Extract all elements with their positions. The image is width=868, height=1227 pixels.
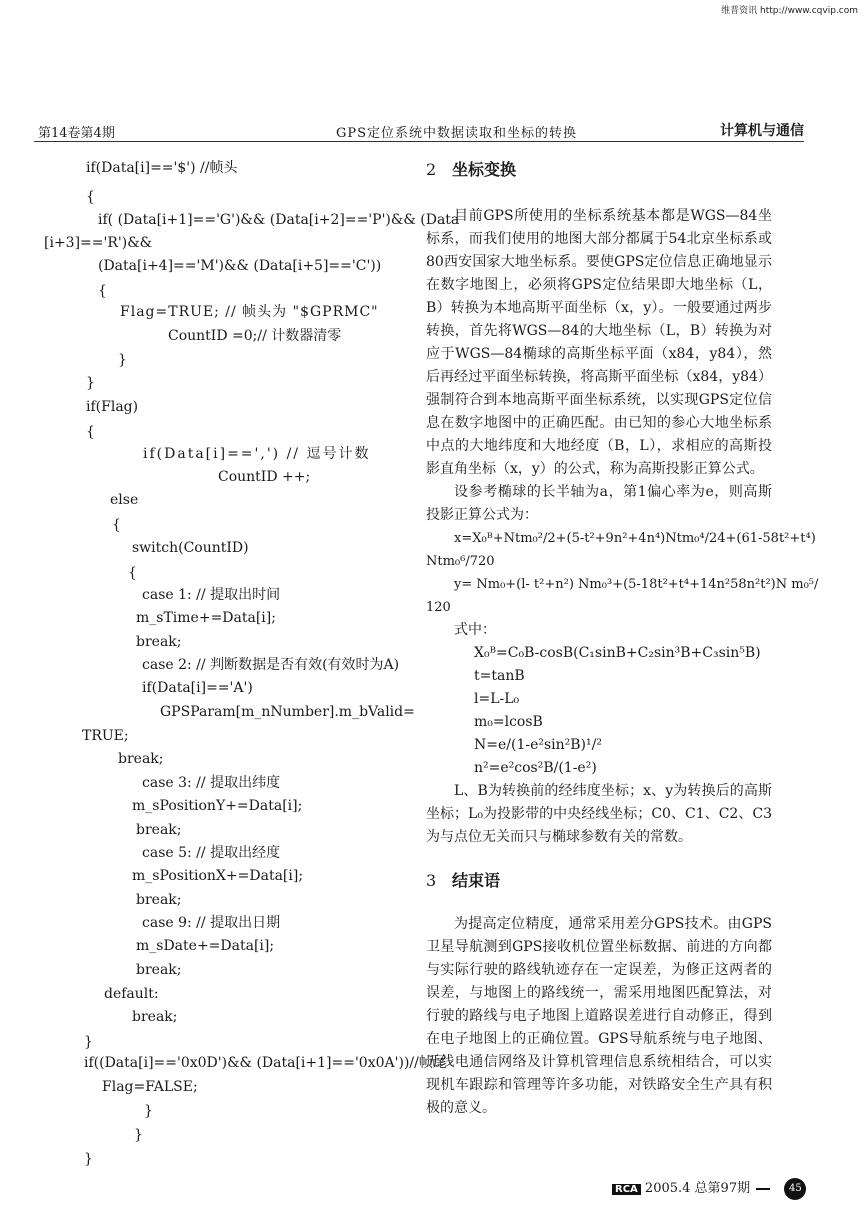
formula-def: m₀=lcosB: [474, 714, 543, 730]
code-line: break;: [118, 751, 164, 767]
header-divider: [34, 141, 804, 142]
code-line: break;: [136, 634, 182, 650]
code-line: {: [112, 517, 121, 533]
section-2-heading: [426, 158, 772, 182]
code-line: if(Data[i]==',') // 逗号计数: [143, 446, 371, 462]
code-line: {: [128, 565, 137, 581]
journal-logo: RCA: [612, 1184, 641, 1195]
paragraph: 为提高定位精度，通常采用差分GPS技术。由GPS卫星导航测到GPS接收机位置坐标数据、前进的方向都与实际行驶的路线轨迹存在一定误差，为修正这两者的误差，与地图上的路线统一，需采用地图匹配算法，对行驶的路线与电子地图上道路误差进行自动修正，得到在电子地图上的正确位置。GPS导航系统与电子地图、无线电通信网络及计算机管理信息系统相结合，可以实现机车跟踪和管理等许多功能，对铁路安全生产具有积极的意义。: [426, 916, 772, 1116]
issue-info: 2005.4 总第97期: [644, 1181, 751, 1196]
formula-y: y= Nm₀+(l- t²+n²) Nm₀³+(5-18t²+t⁴+14n²58n²t²)N m₀⁵/: [454, 577, 819, 592]
formula-def: X₀ᴮ=C₀B-cosB(C₁sinB+C₂sin³B+C₃sin⁵B): [474, 645, 761, 661]
code-line: switch(CountID): [132, 540, 249, 556]
running-header: [38, 118, 804, 142]
code-line: }: [144, 1103, 153, 1119]
paragraph: L、B为转换前的经纬度坐标；x、y为转换后的高斯坐标；L₀为投影带的中央经线坐标；C0、C1、C2、C3为与点位无关而只与椭球参数有关的常数。: [426, 783, 772, 845]
code-line: {: [98, 283, 107, 299]
formula-x-cont: Ntm₀⁶/720: [426, 554, 495, 569]
code-line: CountID =0;// 计数器清零: [168, 328, 342, 344]
code-line: m_sTime+=Data[i];: [136, 610, 276, 626]
code-line: case 9: // 提取出日期: [142, 915, 281, 931]
code-line: [i+3]=='R')&&: [44, 235, 153, 251]
where-label: 式中：: [454, 622, 496, 638]
formula-def: n²=e²cos²B/(1-e²): [474, 760, 597, 776]
code-line: {: [86, 424, 95, 440]
page-footer: [612, 1177, 806, 1200]
code-line: case 5: // 提取出经度: [142, 845, 281, 861]
code-line: m_sPositionY+=Data[i];: [132, 798, 303, 814]
footer-rule: [756, 1188, 770, 1190]
section-3-heading: [426, 869, 772, 893]
code-line: if((Data[i]=='0x0D')&& (Data[i+1]=='0x0A'))//帧尾: [84, 1055, 447, 1071]
section-title: 坐标变换: [452, 160, 517, 179]
code-line: case 1: // 提取出时间: [142, 587, 281, 603]
code-line: }: [118, 352, 127, 368]
section-number: 3: [426, 871, 437, 890]
code-line: (Data[i+4]=='M')&& (Data[i+5]=='C')): [98, 258, 382, 274]
formula-def: t=tanB: [474, 668, 525, 684]
code-line: }: [86, 375, 95, 391]
code-line: if(Data[i]=='$') //帧头: [86, 160, 238, 176]
code-line: }: [84, 1034, 93, 1050]
formula-x: x=X₀ᴮ+Ntm₀²/2+(5-t²+9n²+4n⁴)Ntm₀⁴/24+(61-58t²+t⁴): [454, 531, 816, 546]
code-line: m_sPositionX+=Data[i];: [132, 868, 304, 884]
code-line: if(Data[i]=='A'): [142, 680, 253, 696]
code-line: case 2: // 判断数据是否有效(有效时为A): [142, 657, 400, 673]
code-line: break;: [136, 822, 182, 838]
paragraph: 目前GPS所使用的坐标系统基本都是WGS—84坐标系，而我们使用的地图大部分都属于54北京坐标系或80西安国家大地坐标系。要使GPS定位信息正确地显示在数字地图上，必须将GPS定位结果即大地坐标（L，B）转换为本地高斯平面坐标（x，y）。一般要通过两步转换，首先将WGS—84的大地坐标（L，B）转换为对应于WGS—84椭球的高斯坐标平面（x84，y84），然后再经过平面坐标转换，将高斯平面坐标（x84，y84）强制符合到本地高斯平面坐标系统，以实现GPS定位信息在数字地图中的正确匹配。由已知的参心大地坐标系中点的大地纬度和大地经度（B，L），求相应的高斯投影直角坐标（x，y）的公式，称为高斯投影正算公式。: [426, 208, 772, 477]
formula-def: l=L-L₀: [474, 691, 520, 707]
code-line: TRUE;: [82, 728, 129, 744]
code-line: case 3: // 提取出纬度: [142, 775, 281, 791]
formula-y-cont: 120: [426, 600, 451, 615]
journal-name: 计算机与通信: [720, 123, 804, 139]
code-line: Flag=FALSE;: [102, 1079, 198, 1095]
code-line: if(Flag): [86, 399, 139, 415]
paragraph: 设参考椭球的长半轴为a，第1偏心率为e，则高斯投影正算公式为：: [426, 484, 772, 523]
code-line: }: [134, 1127, 143, 1143]
code-line: GPSParam[m_nNumber].m_bValid=: [160, 704, 415, 720]
watermark: 维普资讯 http://www.cqvip.com: [721, 6, 858, 16]
code-line: break;: [136, 892, 182, 908]
formula-def: N=e/(1-e²sin²B)¹/²: [474, 737, 602, 753]
code-line: Flag=TRUE; // 帧头为 "$GPRMC": [120, 304, 379, 320]
code-line: else: [110, 492, 139, 508]
code-line: m_sDate+=Data[i];: [136, 938, 275, 954]
right-column: [426, 158, 819, 1120]
code-line: CountID ++;: [218, 469, 311, 485]
running-title: GPS定位系统中数据读取和坐标的转换: [336, 126, 578, 141]
code-line: break;: [132, 1009, 178, 1025]
code-line: default:: [104, 986, 159, 1002]
section-title: 结束语: [452, 871, 501, 890]
code-line: }: [84, 1151, 93, 1167]
code-line: {: [86, 189, 95, 205]
issue-label: 第14卷第4期: [38, 126, 115, 141]
section-number: 2: [426, 160, 437, 179]
page-number: 45: [784, 1178, 806, 1200]
code-line: if( (Data[i+1]=='G')&& (Data[i+2]=='P')&& (Data: [98, 212, 460, 228]
code-line: break;: [136, 962, 182, 978]
